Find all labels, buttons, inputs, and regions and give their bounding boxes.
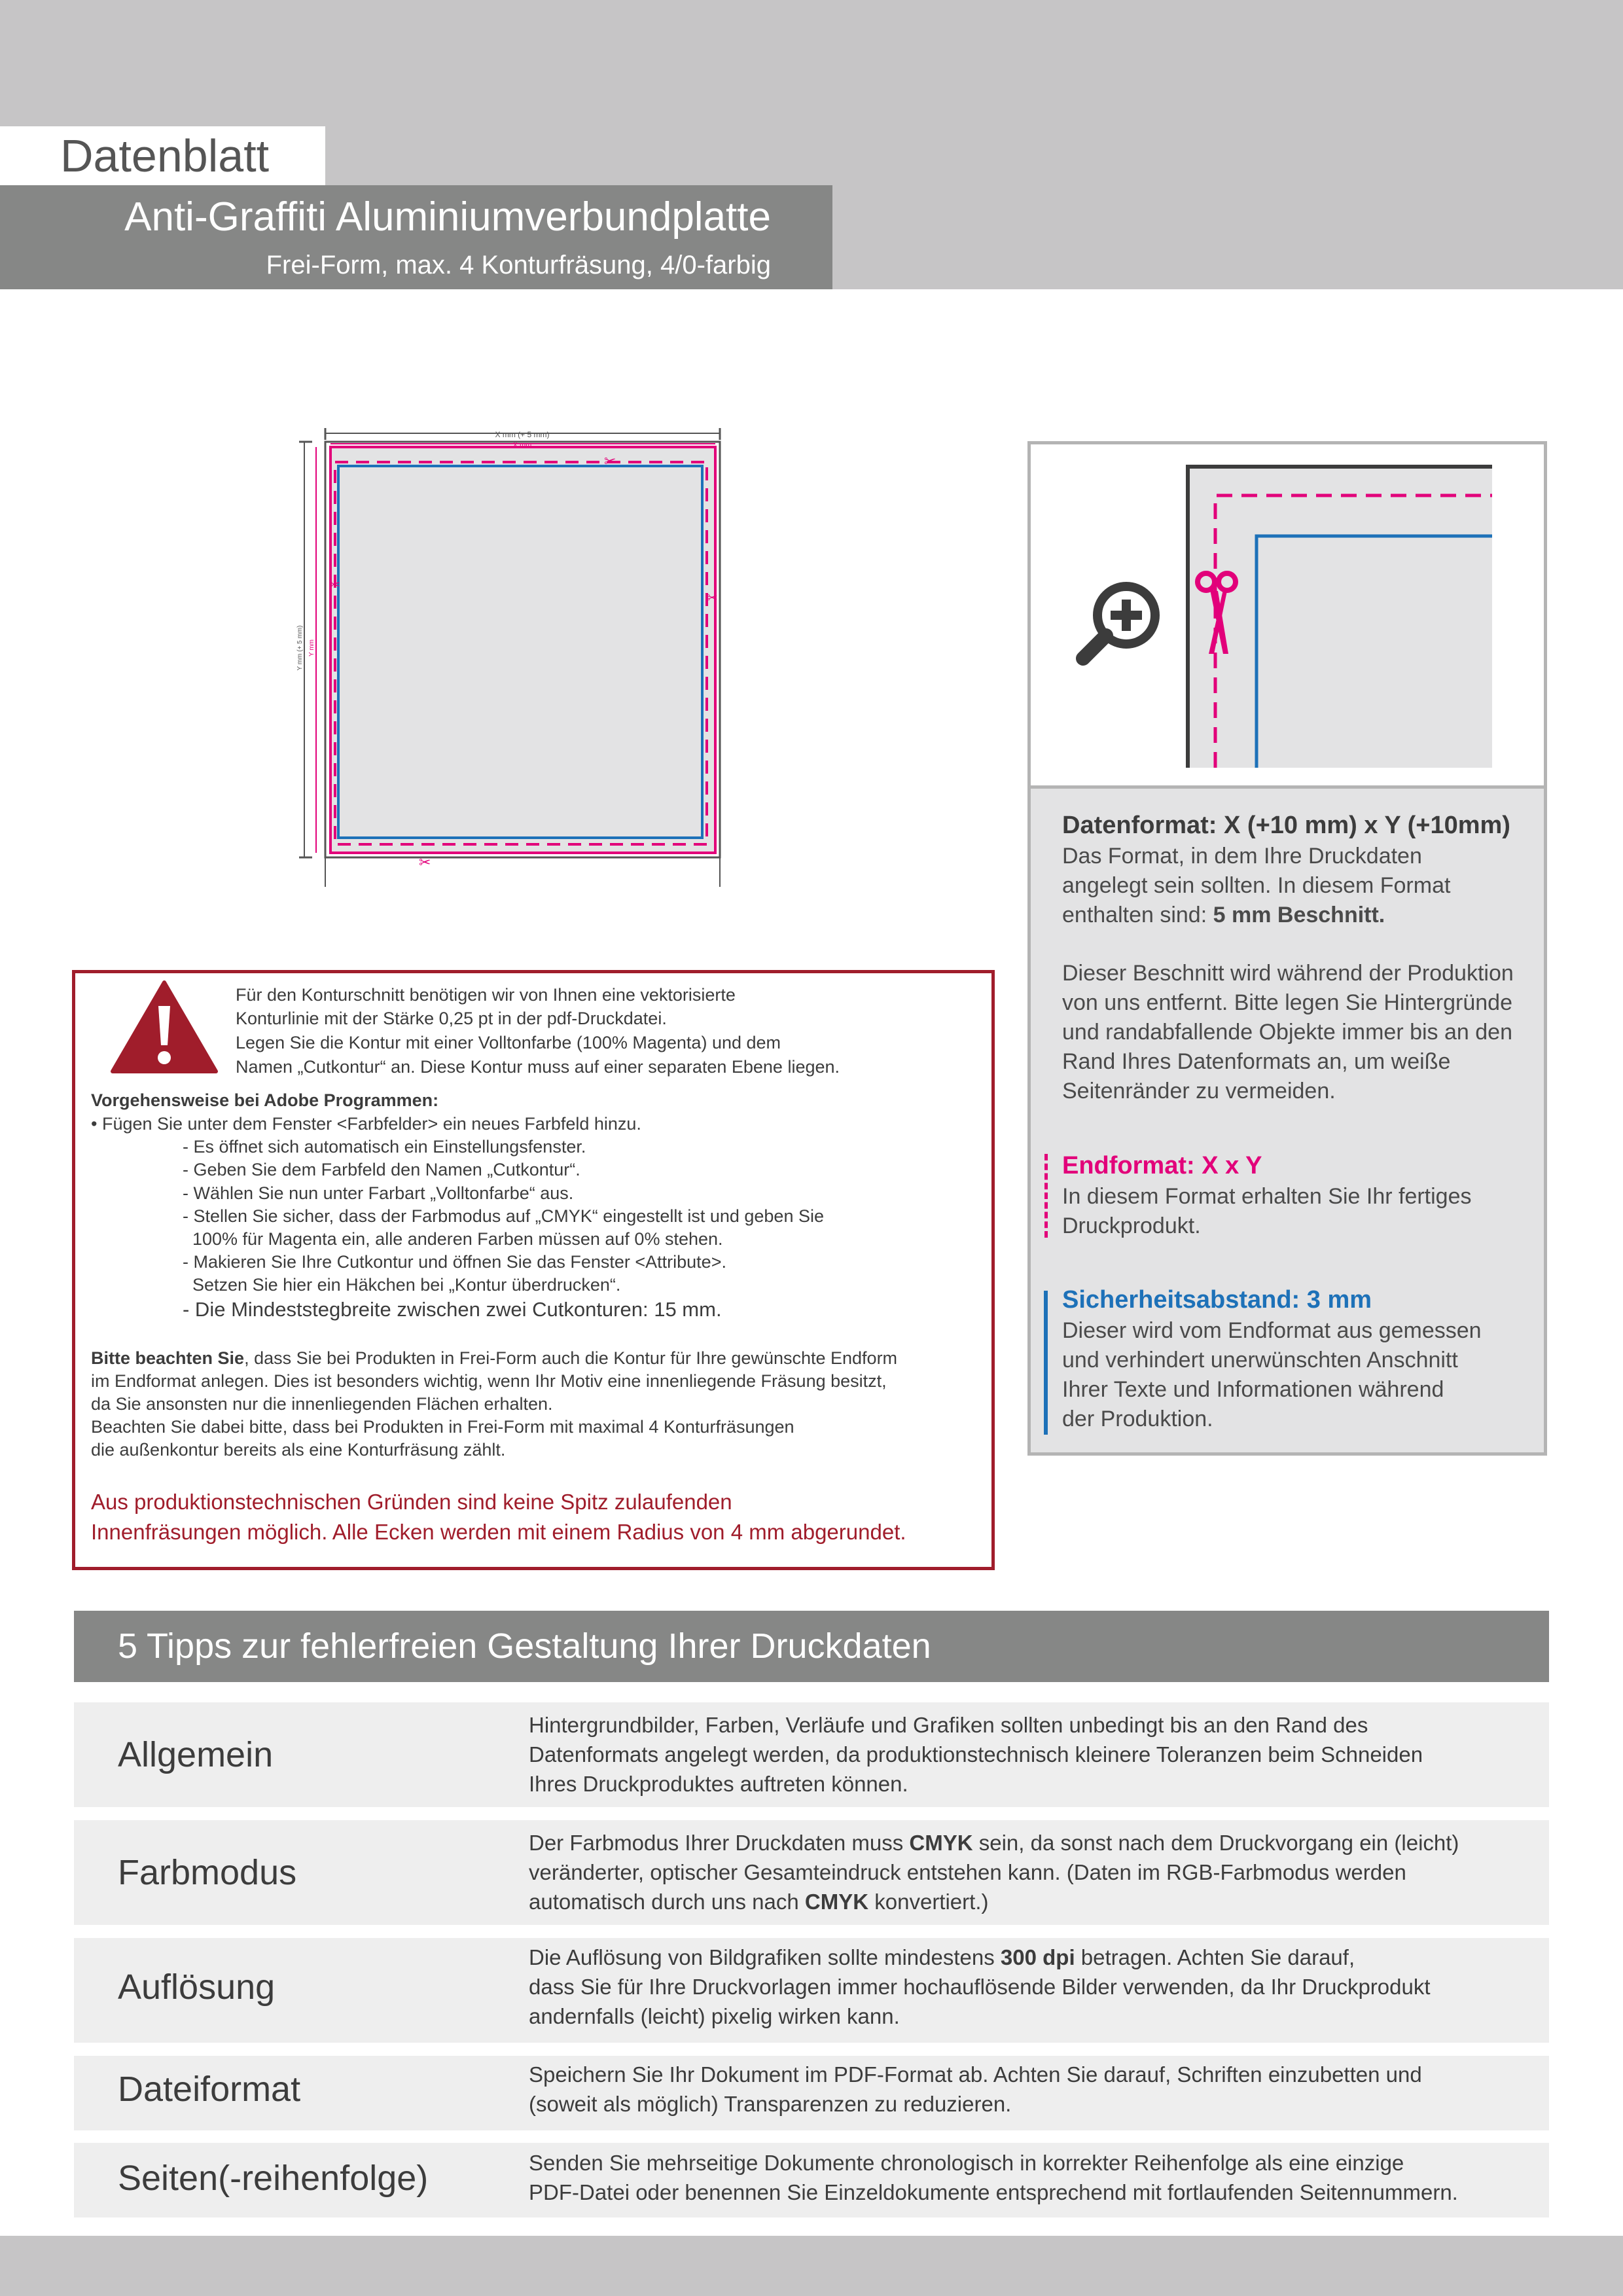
y-total-label: Y mm (+ 5 mm) [296, 625, 304, 671]
tip-text: Speichern Sie Ihr Dokument im PDF-Format ab. Achten Sie darauf, Schriften einzubetten und (soweit als möglich) Transparenzen zu reduzieren. [529, 2062, 1422, 2116]
beschnitt-line: Rand Ihres Datenformats an, um weiße [1062, 1049, 1451, 1074]
procedure-step: Setzen Sie hier ein Häkchen bei „Kontur überdrucken“. [183, 1275, 621, 1295]
procedure-step: - Es öffnet sich automatisch ein Einstellungsfenster. [183, 1137, 586, 1157]
procedure-step: - Stellen Sie sicher, dass der Farbmodus auf „CMYK“ eingestellt ist und geben Sie [183, 1206, 824, 1226]
sicherheit-line: Ihrer Texte und Informationen während [1062, 1377, 1444, 1402]
endformat-line: Druckprodukt. [1062, 1213, 1201, 1238]
notice-intro-line: Für den Konturschnitt benötigen wir von Ihnen eine vektorisierte [236, 985, 736, 1005]
beschnitt-line: Seitenränder zu vermeiden. [1062, 1079, 1336, 1103]
tip-text: Der Farbmodus Ihrer Druckdaten muss CMYK sein, da sonst nach dem Druckvorgang ein (leicht) veränderter, optischer Gesamteindruck entstehen kann. (Daten im RGB-Farbmodus werden automatisch durch uns nach CMYK konvertiert.) [529, 1831, 1459, 1914]
scissors-icon: ✂ [419, 854, 431, 870]
tips-title: 5 Tipps zur fehlerfreien Gestaltung Ihrer Druckdaten [118, 1626, 931, 1666]
tip-name: Dateiformat [118, 2070, 301, 2109]
tip-row-seiten [74, 2143, 1549, 2217]
y-final-label: Y mm [308, 639, 315, 656]
beschnitt-line: von uns entfernt. Bitte legen Sie Hintergründe [1062, 990, 1512, 1015]
procedure-step: 100% für Magenta ein, alle anderen Farben müssen auf 0% stehen. [183, 1229, 723, 1249]
endformat-title: Endformat: X x Y [1062, 1152, 1262, 1179]
zoom-data-format-area [1188, 467, 1492, 768]
endformat-marker [1044, 1154, 1048, 1238]
note-line: die außenkontur bereits als eine Konturfräsung zählt. [91, 1440, 506, 1460]
datenformat-title: Datenformat: X (+10 mm) x Y (+10mm) [1062, 812, 1510, 839]
tip-text: Hintergrundbilder, Farben, Verläufe und Grafiken sollten unbedingt bis an den Rand des Datenformats angelegt werden, da produktionstechnisch kleinere Toleranzen beim Schneiden Ihres Druckproduktes auftreten können. [529, 1713, 1423, 1796]
sicherheit-line: Dieser wird vom Endformat aus gemessen [1062, 1318, 1482, 1343]
sicherheit-title: Sicherheitsabstand: 3 mm [1062, 1286, 1372, 1314]
notice-intro-line: Namen „Cutkontur“ an. Diese Kontur muss auf einer separaten Ebene liegen. [236, 1057, 840, 1077]
rounding-notice-line: Aus produktionstechnischen Gründen sind keine Spitz zulaufenden [91, 1490, 732, 1514]
note-line: im Endformat anlegen. Dies ist besonders wichtig, wenn Ihr Motiv eine innenliegende Fräsung besitzt, [91, 1371, 887, 1391]
bleed-amount: 5 mm Beschnitt. [1213, 903, 1385, 927]
rounding-notice-line: Innenfräsungen möglich. Alle Ecken werden mit einem Radius von 4 mm abgerundet. [91, 1520, 906, 1544]
warning-icon [110, 980, 219, 1074]
tip-row-aufloesung [74, 1938, 1549, 2043]
procedure-step-main: • Fügen Sie unter dem Fenster <Farbfelder> ein neues Farbfeld hinzu. [91, 1114, 641, 1134]
page-title: Anti-Graffiti Aluminiumverbundplatte [124, 194, 771, 240]
tip-name: Farbmodus [118, 1853, 297, 1892]
tip-text: Die Auflösung von Bildgrafiken sollte mindestens 300 dpi betragen. Achten Sie darauf, dass Sie für Ihre Druckvorlagen immer hochauflösende Bilder verwenden, da Ihr Druckprodukt andernfalls (leicht) pixelig wirken kann. [529, 1945, 1431, 2028]
x-total-label: X mm (+ 5 mm) [495, 430, 550, 439]
beschnitt-line: und randabfallende Objekte immer bis an den [1062, 1020, 1512, 1045]
tip-name: Seiten(-reihenfolge) [118, 2159, 429, 2198]
datenformat-line: enthalten sind: 5 mm Beschnitt. [1062, 903, 1385, 927]
scissors-icon: ✂ [707, 591, 718, 605]
note-line: Bitte beachten Sie, dass Sie bei Produkten in Frei-Form auch die Kontur für Ihre gewünschte Endform [91, 1348, 898, 1368]
safety-margin-area [338, 466, 702, 838]
zoom-detail [1031, 444, 1544, 789]
zoom-in-icon [1083, 586, 1155, 658]
notice-intro-line: Legen Sie die Kontur mit einer Volltonfarbe (100% Magenta) und dem [236, 1033, 781, 1052]
tip-row-allgemein [74, 1702, 1549, 1807]
procedure-step: - Wählen Sie nun unter Farbart „Volltonfarbe“ aus. [183, 1183, 574, 1203]
procedure-title: Vorgehensweise bei Adobe Programmen: [91, 1090, 439, 1110]
datenformat-line: angelegt sein sollten. In diesem Format [1062, 873, 1451, 898]
tip-name: Auflösung [118, 1967, 276, 2007]
tip-name: Allgemein [118, 1735, 274, 1774]
scissors-icon: ✂ [604, 453, 616, 469]
tip-row-farbmodus [74, 1820, 1549, 1925]
procedure-step: - Geben Sie dem Farbfeld den Namen „Cutkontur“. [183, 1160, 580, 1179]
sicherheit-line: und verhindert unerwünschten Anschnitt [1062, 1348, 1458, 1372]
note-line: Beachten Sie dabei bitte, dass bei Produkten in Frei-Form mit maximal 4 Konturfräsungen [91, 1417, 794, 1437]
tip-row-dateiformat [74, 2056, 1549, 2130]
page-subtitle: Frei-Form, max. 4 Konturfräsung, 4/0-farbig [266, 251, 771, 279]
footer-band [0, 2236, 1623, 2296]
x-final-label: X mm [512, 441, 532, 449]
endformat-line: In diesem Format erhalten Sie Ihr fertiges [1062, 1184, 1472, 1209]
doc-type-label: Datenblatt [60, 130, 270, 181]
sicherheit-marker [1044, 1291, 1048, 1435]
note-line: da Sie ansonsten nur die innenliegenden Flächen erhalten. [91, 1394, 553, 1414]
scissors-icon: ✂ [329, 578, 340, 592]
beschnitt-line: Dieser Beschnitt wird während der Produktion [1062, 961, 1514, 986]
sicherheit-line: der Produktion. [1062, 1407, 1213, 1431]
datenformat-line: Das Format, in dem Ihre Druckdaten [1062, 844, 1422, 869]
procedure-step: - Die Mindeststegbreite zwischen zwei Cutkonturen: 15 mm. [183, 1298, 722, 1321]
notice-intro-line: Konturlinie mit der Stärke 0,25 pt in der pdf-Druckdatei. [236, 1009, 667, 1028]
procedure-step: - Makieren Sie Ihre Cutkontur und öffnen Sie das Fenster <Attribute>. [183, 1252, 726, 1272]
tip-text: Senden Sie mehrseitige Dokumente chronologisch in korrekter Reihenfolge als eine einzige PDF-Datei oder benennen Sie Einzeldokumente entsprechend mit fortlaufenden Seitennummern. [529, 2151, 1458, 2204]
format-diagram [298, 425, 769, 897]
